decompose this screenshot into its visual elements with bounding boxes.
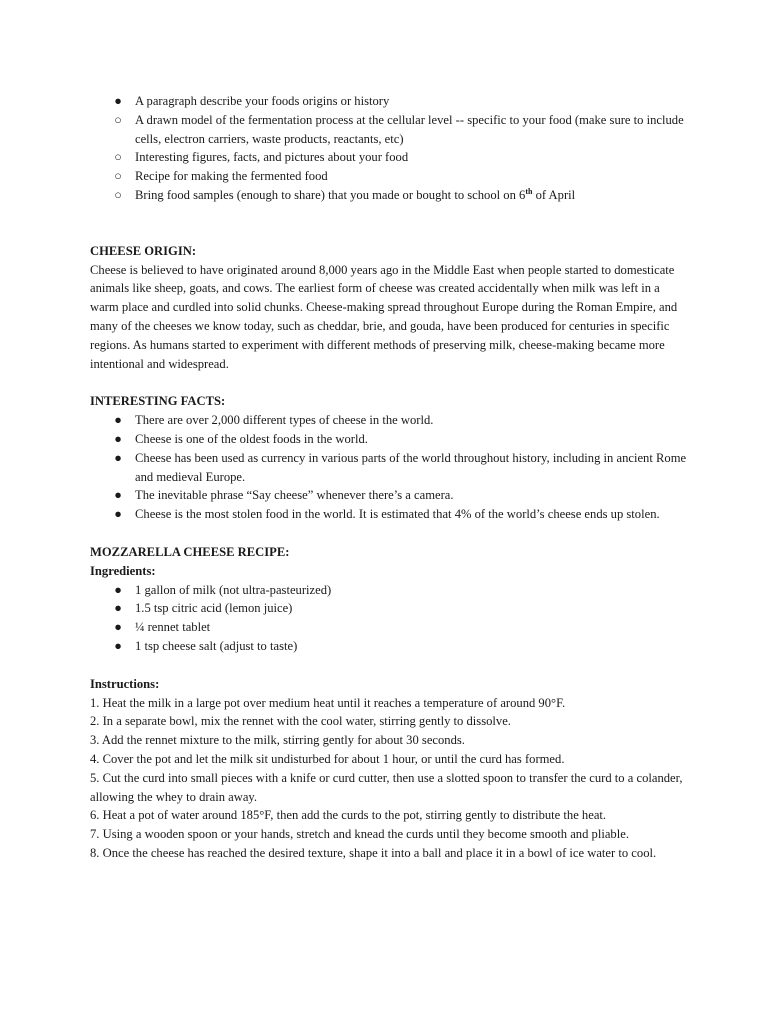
requirements-list xyxy=(90,92,690,205)
list-item-text: 1 gallon of milk (not ultra-pasteurized) xyxy=(135,582,332,597)
facts-heading: INTERESTING FACTS: xyxy=(90,394,226,409)
list-item-text: Recipe for making the fermented food xyxy=(135,169,328,184)
list-item-text: Bring food samples (enough to share) that you made or bought to school on 6th of April xyxy=(135,186,576,202)
list-item-text: Cheese is the most stolen food in the world. It is estimated that 4% of the world’s cheese ends up stolen. xyxy=(135,507,660,522)
bullet-filled: ● xyxy=(114,620,122,635)
list-item-text: A drawn model of the fermentation process at the cellular level -- specific to your food (make sure to include cells, electron carriers, waste products, reactants, etc) xyxy=(135,112,684,146)
list-item-text: The inevitable phrase “Say cheese” whenever there’s a camera. xyxy=(135,488,454,503)
origin-paragraph: Cheese is believed to have originated around 8,000 years ago in the Middle East when people started to domesticate animals like sheep, goats, and cows. The earliest form of cheese was created accidentally when milk was left in a warm place and curdled into solid chunks. Cheese-making spread throughout Europe during the Roman Empire, and many of the cheeses we know today, such as cheddar, brie, and gouda, have been produced for centuries in specific regions. As humans started to experiment with different methods of preserving milk, cheese-making became more intentional and widespread. xyxy=(90,262,678,371)
list-item xyxy=(90,92,690,111)
list-item-text: A paragraph describe your foods origins or history xyxy=(135,94,390,108)
instruction-step: 5. Cut the curd into small pieces with a knife or curd cutter, then use a slotted spoon to transfer the curd to a colander, allowing the whey to drain away. xyxy=(90,770,683,804)
bullet-hollow: ○ xyxy=(114,187,122,202)
bullet-filled: ● xyxy=(114,431,122,446)
instruction-step: 1. Heat the milk in a large pot over medium heat until it reaches a temperature of around 90°F. xyxy=(90,695,566,710)
instruction-step: 8. Once the cheese has reached the desired texture, shape it into a ball and place it in a bowl of ice water to cool. xyxy=(90,845,657,860)
origin-heading: CHEESE ORIGIN: xyxy=(90,243,197,258)
facts-list xyxy=(90,411,690,524)
list-item-text: Interesting figures, facts, and pictures about your food xyxy=(135,150,409,165)
bullet-hollow: ○ xyxy=(114,112,122,127)
list-item xyxy=(90,505,690,524)
list-item xyxy=(90,148,690,167)
bullet-filled: ● xyxy=(114,94,122,108)
list-item xyxy=(90,186,690,205)
ordinal-suffix: th xyxy=(525,186,533,196)
list-item-text: There are over 2,000 different types of cheese in the world. xyxy=(135,413,434,428)
list-item xyxy=(90,637,690,656)
instruction-step: 3. Add the rennet mixture to the milk, stirring gently for about 30 seconds. xyxy=(90,733,465,748)
instructions-list xyxy=(90,694,690,863)
list-item-text: Cheese is one of the oldest foods in the world. xyxy=(135,431,368,446)
instruction-step: 4. Cover the pot and let the milk sit undisturbed for about 1 hour, or until the curd has formed. xyxy=(90,751,565,766)
instruction-step: 6. Heat a pot of water around 185°F, then add the curds to the pot, stirring gently to distribute the heat. xyxy=(90,808,607,823)
list-item xyxy=(90,411,690,430)
list-item xyxy=(90,581,690,600)
bullet-filled: ● xyxy=(114,413,122,428)
list-item xyxy=(90,430,690,449)
list-item xyxy=(90,618,690,637)
ingredients-list xyxy=(90,581,690,656)
list-item-text: ¼ rennet tablet xyxy=(135,620,211,635)
bullet-filled: ● xyxy=(114,582,122,597)
list-item xyxy=(90,449,690,487)
instruction-step: 7. Using a wooden spoon or your hands, stretch and knead the curds until they become smooth and pliable. xyxy=(90,827,629,842)
bullet-filled: ● xyxy=(114,450,122,465)
recipe-heading: MOZZARELLA CHEESE RECIPE: xyxy=(90,544,290,559)
bullet-hollow: ○ xyxy=(114,169,122,184)
bullet-hollow: ○ xyxy=(114,150,122,165)
list-item-text: 1 tsp cheese salt (adjust to taste) xyxy=(135,638,298,653)
instruction-step: 2. In a separate bowl, mix the rennet with the cool water, stirring gently to dissolve. xyxy=(90,714,511,729)
document-page xyxy=(90,92,690,863)
list-item-text: 1.5 tsp citric acid (lemon juice) xyxy=(135,601,293,616)
list-item xyxy=(90,486,690,505)
list-item xyxy=(90,167,690,186)
bullet-filled: ● xyxy=(114,507,122,522)
list-item xyxy=(90,599,690,618)
bullet-filled: ● xyxy=(114,638,122,653)
instructions-heading: Instructions: xyxy=(90,676,160,691)
list-item xyxy=(90,111,690,149)
bullet-filled: ● xyxy=(114,488,122,503)
list-item-text: Cheese has been used as currency in various parts of the world throughout history, including in ancient Rome and medieval Europe. xyxy=(135,450,687,484)
bullet-filled: ● xyxy=(114,601,122,616)
ingredients-heading: Ingredients: xyxy=(90,563,156,578)
